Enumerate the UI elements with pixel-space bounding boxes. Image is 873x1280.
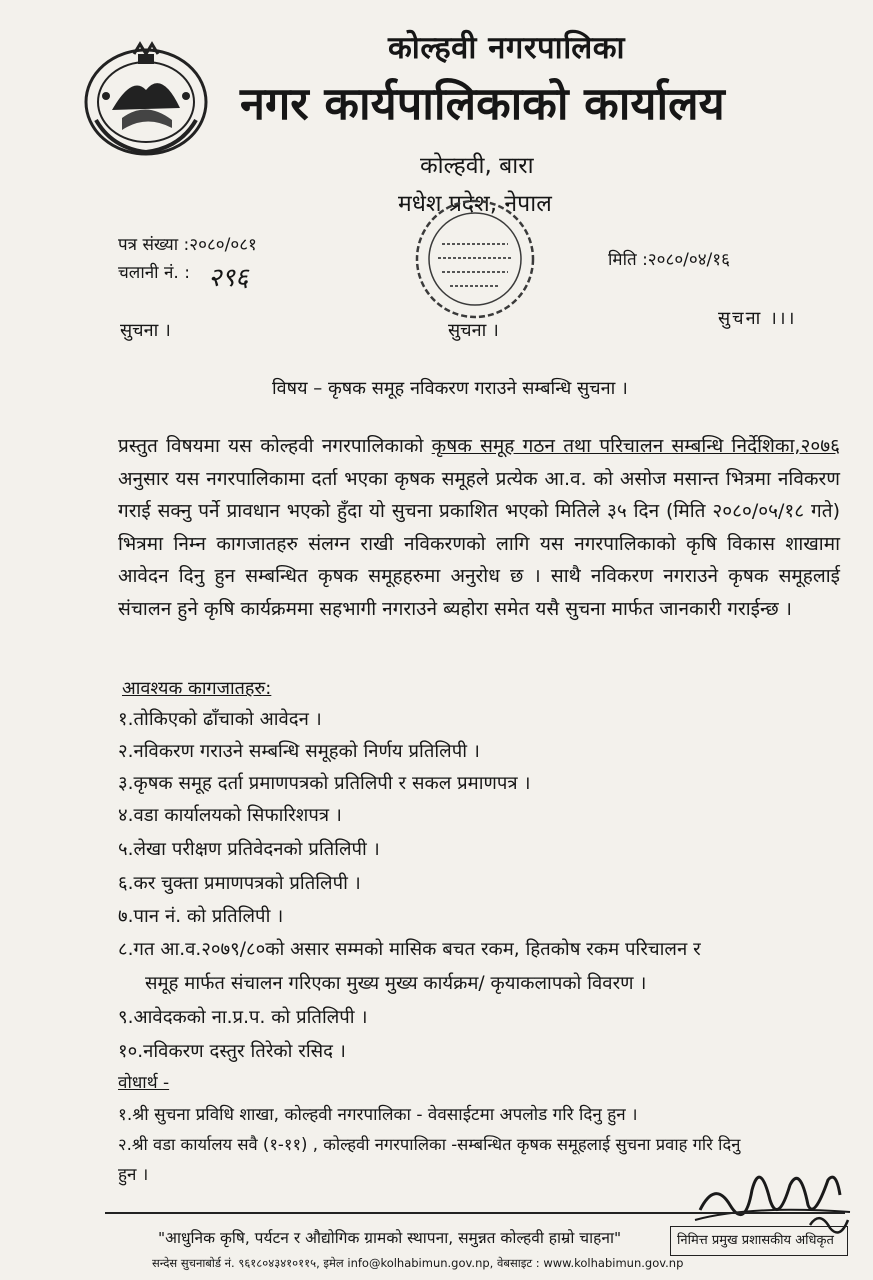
footer-slogan: "आधुनिक कृषि, पर्यटन र औद्योगिक ग्रामको स्थापना, समुन्नत कोल्हवी हाम्रो चाहना"	[158, 1229, 622, 1247]
footer-divider	[105, 1212, 845, 1214]
dispatch-number-label: चलानी नं. :	[118, 263, 190, 283]
address-line-1: कोल्हवी, बारा	[420, 153, 534, 179]
office-title: नगर कार्यपालिकाको कार्यालय	[240, 77, 725, 130]
document-item: समूह मार्फत संचालन गरिएका मुख्य मुख्य कार्यक्रम/ कृयाकलापको विवरण ।	[145, 973, 647, 994]
document-item: ८.गत आ.व.२०७९/८०को असार सम्मको मासिक बचत रकम, हितकोष रकम परिचालन र	[118, 939, 701, 960]
cc-item-continued: हुन ।	[118, 1165, 149, 1185]
notice-body	[118, 430, 840, 625]
document-item: ३.कृषक समूह दर्ता प्रमाणपत्रको प्रतिलिपी र सकल प्रमाणपत्र ।	[118, 773, 531, 794]
document-item: ७.पान नं. को प्रतिलिपी ।	[118, 906, 284, 927]
document-item: २.नविकरण गराउने सम्बन्धि समूहको निर्णय प्रतिलिपी ।	[118, 741, 480, 762]
document-item: ४.वडा कार्यालयको सिफारिशपत्र ।	[118, 805, 342, 826]
nepal-emblem-icon	[82, 40, 210, 158]
document-item: १०.नविकरण दस्तुर तिरेको रसिद ।	[118, 1041, 346, 1062]
cc-heading: वोधार्थ -	[118, 1073, 170, 1093]
footer-contact: सन्देस सुचनाबोर्ड नं. ९६१८०४३४१०११५, इमेल info@kolhabimun.gov.np, वेबसाइट : www.kolhabimun.gov.np	[152, 1256, 684, 1270]
documents-heading: आवश्यक कागजातहरु:	[122, 678, 272, 699]
body-text: अनुसार यस नगरपालिकामा दर्ता भएका कृषक समूहले प्रत्येक आ.व. को असोज मसान्त भित्रमा नविकरण गराई सक्नु पर्ने प्रावधान भएको हुँदा यो सुचना प्रकाशित भएको मितिले ३५ दिन (मिति २०८०/०५/१८ गते) भित्रमा निम्न कागजातहरु संलग्न राखी नविकरणको लागि यस नगरपालिकाको कृषि विकास शाखामा आवेदन दिनु हुन सम्बन्धित कृषक समूहहरुमा अनुरोध छ । साथै नविकरण नगराउने कृषक समूहलाई संचालन हुने कृषि कार्यक्रममा सहभागी नगराउने ब्यहोरा समेत यसै सुचना मार्फत जानकारी गराईन्छ ।	[118, 467, 840, 620]
notice-label-middle: सुचना ।	[448, 320, 499, 341]
cc-item: १.श्री सुचना प्रविधि शाखा, कोल्हवी नगरपालिका - वेवसाईटमा अपलोड गरि दिनु हुन ।	[118, 1105, 638, 1125]
signatory-box: निमित्त प्रमुख प्रशासकीय अधिकृत	[670, 1226, 848, 1256]
notice-label-left: सुचना ।	[120, 320, 171, 341]
address-line-2: मधेश प्रदेश, नेपाल	[398, 191, 552, 217]
directive-reference: कृषक समूह गठन तथा परिचालन सम्बन्धि निर्देशिका,२०७६	[431, 435, 840, 457]
cc-item: २.श्री वडा कार्यालय सवै (१-११) , कोल्हवी नगरपालिका -सम्बन्धित कृषक समूहलाई सुचना प्रवाह गरि दिनु	[118, 1135, 741, 1154]
office-stamp-icon	[412, 196, 538, 322]
letter-date: मिति :२०८०/०४/१६	[608, 250, 730, 270]
subject-line: विषय – कृषक समूह नविकरण गराउने सम्बन्धि सुचना ।	[272, 378, 628, 399]
document-item: ५.लेखा परीक्षण प्रतिवेदनको प्रतिलिपी ।	[118, 839, 380, 860]
letter-number: पत्र संख्या :२०८०/०८१	[118, 235, 257, 255]
document-item: ६.कर चुक्ता प्रमाणपत्रको प्रतिलिपी ।	[118, 873, 361, 894]
notice-label-right: सुचना ।।।	[718, 308, 797, 329]
body-intro: प्रस्तुत विषयमा यस कोल्हवी नगरपालिकाको	[118, 435, 432, 457]
dispatch-number-value: २९६	[208, 263, 249, 293]
municipality-name: कोल्हवी नगरपालिका	[388, 30, 626, 66]
document-item: १.तोकिएको ढाँचाको आवेदन ।	[118, 709, 322, 730]
document-item: ९.आवेदकको ना.प्र.प. को प्रतिलिपी ।	[118, 1007, 368, 1028]
